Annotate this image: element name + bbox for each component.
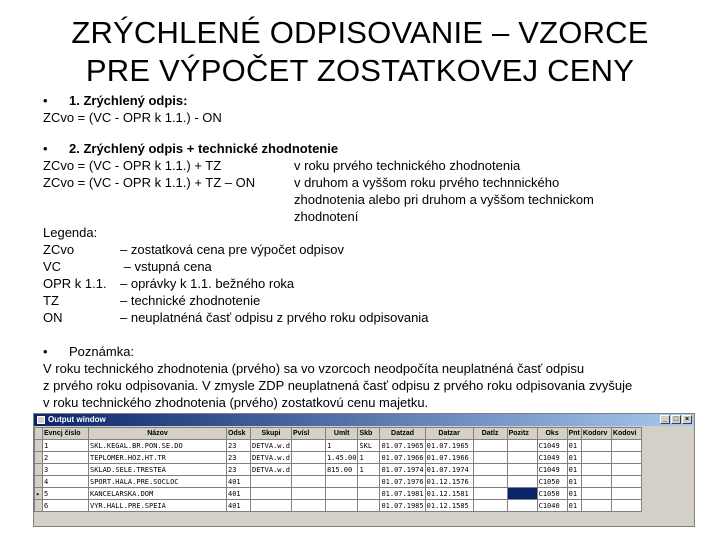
table-cell[interactable]: 01.12.1576 [425,476,473,488]
selected-cell[interactable] [507,488,537,500]
table-cell[interactable]: 23 [227,464,251,476]
table-cell[interactable] [507,500,537,512]
table-cell[interactable]: 5 [43,488,89,500]
note-line-2: z prvého roku odpisovania. V zmysle ZDP neuplatnená časť odpisu z prvého roku odpisovania zvyšuje [43,378,633,393]
table-cell[interactable]: 401 [227,500,251,512]
close-icon[interactable]: × [682,415,692,424]
legend-term: TZ [43,293,59,308]
table-cell[interactable] [251,488,292,500]
table-cell[interactable]: SKLAD.SELE.TRESTEA [89,464,227,476]
table-cell[interactable] [251,500,292,512]
note-heading-line [43,343,134,360]
table-cell[interactable] [611,500,641,512]
table-row[interactable] [35,464,642,476]
table-cell[interactable] [291,452,325,464]
table-cell[interactable]: 23 [227,440,251,452]
bullet: • [43,344,48,359]
table-row[interactable] [35,440,642,452]
table-cell[interactable]: DETVA.w.d [252,465,290,474]
legend-term: ON [43,310,63,325]
table-cell[interactable]: 1 [325,440,358,452]
table-cell[interactable] [611,440,641,452]
table-cell[interactable] [581,440,611,452]
row-indicator[interactable] [35,464,43,476]
section2-desc-2-line-1: v druhom a vyššom roku prvého technnického [294,175,560,190]
row-indicator[interactable] [35,476,43,488]
table-cell[interactable]: 01.07.1966 [381,453,424,462]
table-cell[interactable]: 01 [567,476,581,488]
page-title [0,14,720,90]
row-indicator[interactable]: ▸ [35,488,43,500]
column-header[interactable]: Evncj číslo [43,428,89,440]
column-header[interactable]: Kodovi [611,428,641,440]
table-cell[interactable] [581,476,611,488]
table-cell[interactable]: C1049 [537,452,567,464]
table-cell[interactable]: 01.07.1966 [425,452,473,464]
column-header[interactable]: Odsk [227,428,251,440]
column-header[interactable]: Skupi [251,428,292,440]
row-indicator[interactable] [35,452,43,464]
note-heading: Poznámka: [69,344,135,359]
section2-formula-2: ZCvo = (VC - OPR k 1.1.) + TZ – ON [43,175,256,190]
bullet: • [43,141,48,156]
table-cell[interactable]: 01.07.1965 [381,441,424,450]
table-cell[interactable]: 01.12.1581 [425,488,473,500]
grid-header-row [35,428,642,440]
table-row[interactable] [35,476,642,488]
column-header[interactable]: Oks [537,428,567,440]
title-line-2: PRE VÝPOČET ZOSTATKOVEJ CENY [85,53,635,88]
legend-term: VC [43,259,62,274]
table-cell[interactable] [473,452,507,464]
table-cell[interactable] [251,476,292,488]
legend-desc: – oprávky k 1.1. bežného roka [120,276,295,291]
output-window-titlebar [34,414,694,426]
table-cell[interactable] [358,500,380,512]
table-cell[interactable]: 01.07.1976 [381,477,424,486]
table-row-selected[interactable] [35,488,642,500]
table-cell[interactable] [473,500,507,512]
table-cell[interactable]: 4 [43,476,89,488]
table-cell[interactable]: 1 [358,452,380,464]
table-cell[interactable]: 01.07.1985 [381,501,424,510]
column-header[interactable] [35,428,43,440]
table-cell[interactable]: 1 [43,440,89,452]
table-cell[interactable] [581,464,611,476]
column-header[interactable]: Pozitz [507,428,537,440]
table-cell[interactable]: SKL [358,440,380,452]
output-window-title: Output window [48,415,106,424]
table-cell[interactable] [581,452,611,464]
table-cell[interactable] [325,488,358,500]
table-cell[interactable] [291,440,325,452]
legend-desc: – neuplatnéná časť odpisu z prvého roku odpisovania [120,310,429,325]
legend-desc: – technické zhodnotenie [120,293,261,308]
table-cell[interactable] [611,476,641,488]
section2-heading: 2. Zrýchlený odpis + technické zhodnotenie [69,141,339,156]
table-cell[interactable]: DETVA.w.d [252,441,290,450]
table-cell[interactable] [507,452,537,464]
minimize-icon[interactable]: _ [660,415,670,424]
column-header[interactable]: Kodorv [581,428,611,440]
table-cell[interactable]: C1049 [537,440,567,452]
table-cell[interactable] [358,488,380,500]
table-cell[interactable] [611,488,641,500]
legend-term: OPR k 1.1. [43,276,107,291]
output-grid [34,427,642,512]
table-cell[interactable]: 01 [567,464,581,476]
column-header[interactable]: Datzad [380,428,425,440]
table-cell[interactable]: 1 [358,464,380,476]
table-cell[interactable] [291,500,325,512]
table-cell[interactable]: SKL.KEGAL.BR.PON.SE.DO [89,440,227,452]
column-header[interactable]: Datlz [473,428,507,440]
legend-desc: – zostatková cena pre výpočet odpisov [120,242,345,257]
table-cell[interactable] [325,476,358,488]
table-cell[interactable]: 23 [227,452,251,464]
table-cell[interactable]: 401 [227,488,251,500]
title-line-1: ZRÝCHLENÉ ODPISOVANIE – VZORCE [71,15,649,50]
table-cell[interactable] [507,464,537,476]
section2-formula-1: ZCvo = (VC - OPR k 1.1.) + TZ [43,158,222,173]
table-cell[interactable]: VYR.HALL.PRE.SPEIA [89,500,227,512]
legend-desc: – vstupná cena [120,259,212,274]
table-cell[interactable]: 6 [43,500,89,512]
note-line-3: v roku technického zhodnotenia (prvého) zostatkovú cenu majetku. [43,395,429,410]
section2-desc-2-line-2: zhodnotenia alebo pri druhom a vyššom technickom [294,192,594,207]
window-icon [37,416,45,424]
table-cell[interactable]: C1049 [537,464,567,476]
table-cell[interactable]: 01.07.1981 [381,489,424,498]
column-header[interactable]: Datzar [425,428,473,440]
table-cell[interactable]: C1050 [537,488,567,500]
column-header[interactable]: Názov [89,428,227,440]
table-cell[interactable]: TEPLOMER.HOZ.HT.TR [89,452,227,464]
table-cell[interactable]: 01.07.1974 [381,465,424,474]
table-cell[interactable] [611,464,641,476]
table-cell[interactable]: KANCELARSKA.DOM [89,488,227,500]
section2-heading-line [43,140,338,157]
section1-heading: 1. Zrýchlený odpis: [69,93,188,108]
table-cell[interactable]: 401 [227,476,251,488]
table-cell[interactable]: 01 [567,488,581,500]
section2-desc-2-line-3: zhodnotení [294,209,359,224]
table-cell[interactable] [291,476,325,488]
section2-desc-1: v roku prvého technického zhodnotenia [294,158,521,173]
table-cell[interactable] [473,440,507,452]
table-cell[interactable] [611,452,641,464]
section1-heading-line [43,92,187,109]
table-cell[interactable] [507,440,537,452]
section1-formula: ZCvo = (VC - OPR k 1.1.) - ON [43,110,222,125]
table-cell[interactable]: 01 [567,452,581,464]
table-cell[interactable] [473,488,507,500]
table-cell[interactable]: 1.45.00 [326,453,357,462]
column-header[interactable]: Umlt [325,428,358,440]
table-cell[interactable] [581,488,611,500]
table-cell[interactable] [581,500,611,512]
row-indicator[interactable] [35,500,43,512]
table-cell[interactable]: C1050 [537,476,567,488]
table-cell[interactable] [473,476,507,488]
table-cell[interactable] [291,464,325,476]
note-line-1: V roku technického zhodnotenia (prvého) sa vo vzorcoch neodpočíta neuplatnéná časť odpisu [43,361,585,376]
table-row[interactable] [35,500,642,512]
table-row[interactable] [35,452,642,464]
table-cell[interactable]: 01.12.1585 [425,500,473,512]
bullet: • [43,93,48,108]
table-cell[interactable]: 01 [567,440,581,452]
table-cell[interactable] [291,488,325,500]
table-cell[interactable] [358,476,380,488]
row-indicator[interactable] [35,440,43,452]
column-header[interactable]: Skb [358,428,380,440]
table-cell[interactable]: C1040 [537,500,567,512]
table-cell[interactable]: 2 [43,452,89,464]
table-cell[interactable]: 815.00 [325,464,358,476]
column-header[interactable]: Pnt [567,428,581,440]
column-header[interactable]: Pvísl [291,428,325,440]
table-cell[interactable] [325,500,358,512]
table-cell[interactable] [473,464,507,476]
table-cell[interactable]: DETVA.w.d [252,453,290,462]
table-cell[interactable] [507,476,537,488]
maximize-icon[interactable]: □ [671,415,681,424]
table-cell[interactable]: 3 [43,464,89,476]
legend-heading: Legenda: [43,225,98,240]
window-controls [660,415,692,424]
table-cell[interactable]: SPORT.HALA.PRE.SOCLOC [89,476,227,488]
table-cell[interactable]: 01.07.1974 [425,464,473,476]
output-window [33,413,695,527]
table-cell[interactable]: 01 [567,500,581,512]
table-cell[interactable]: 01.07.1965 [425,440,473,452]
legend-term: ZCvo [43,242,75,257]
